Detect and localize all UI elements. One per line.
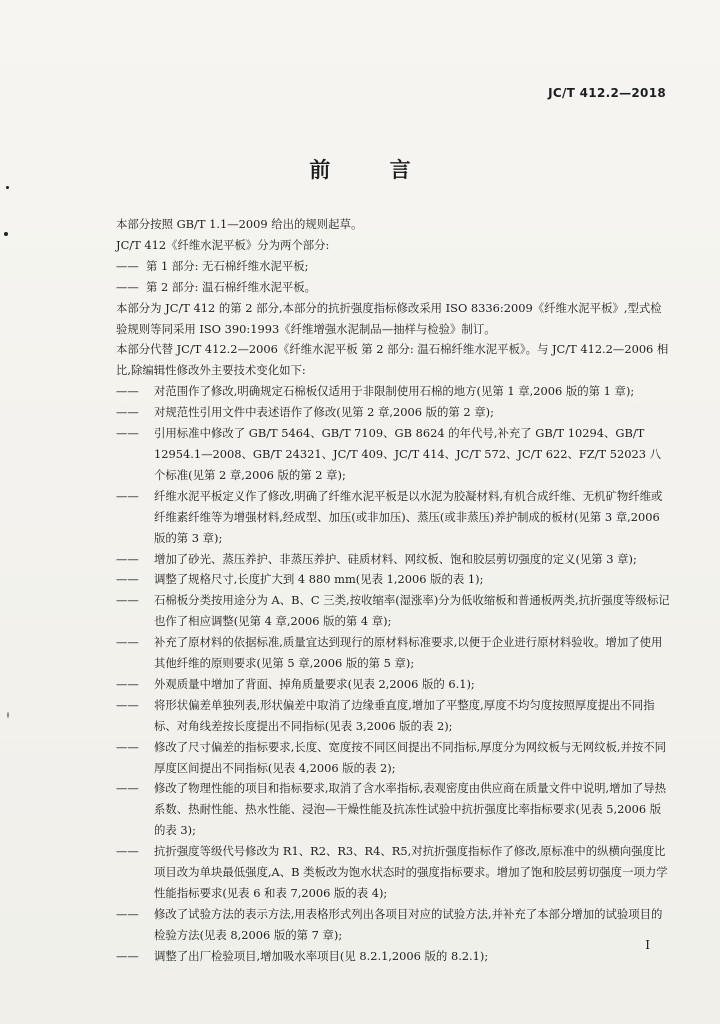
change-list-item <box>116 674 672 695</box>
replace-paragraph: 本部分代替 JC/T 412.2—2006《纤维水泥平板 第 2 部分: 温石棉纤维水泥平板》。与 JC/T 412.2—2006 相比,除编辑性修改外主要技术变化如下: <box>116 342 669 378</box>
scan-speck <box>6 186 9 189</box>
change-list-item <box>116 423 672 486</box>
change-text: 外观质量中增加了背面、掉角质量要求(见表 2,2006 版的 6.1); <box>154 676 475 691</box>
change-list-item <box>116 778 672 841</box>
change-list-item <box>116 486 672 549</box>
change-text: 对规范性引用文件中表述语作了修改(见第 2 章,2006 版的第 2 章); <box>154 405 494 420</box>
change-text: 修改了物理性能的项目和指标要求,取消了含水率指标,表观密度由供应商在质量文件中说明,增加了导热系数、热耐性能、热水性能、浸泡—干燥性能及抗冻性试验中抗折强度比率指标要求(见表 5,2006 版的表 3); <box>154 781 667 838</box>
change-text: 抗折强度等级代号修改为 R1、R2、R3、R4、R5,对抗折强度指标作了修改,原标准中的纵横向强度比项目改为单块最低强度,A、B 类板改为饱水状态时的强度指标要求。增加了饱和胶层剪切强度一项力学性能指标要求(见表 6 和表 7,2006 版的表 4); <box>154 844 668 900</box>
dash-marker: —— <box>116 676 139 691</box>
change-list-item <box>116 569 672 590</box>
dash-marker: —— <box>116 593 139 608</box>
dash-marker: —— <box>116 697 139 712</box>
dash-marker: —— <box>116 572 139 587</box>
change-text: 调整了出厂检验项目,增加吸水率项目(见 8.2.1,2006 版的 8.2.1); <box>154 948 489 963</box>
page-title: 前 言 <box>309 158 437 182</box>
page-number: I <box>645 938 650 952</box>
change-text: 增加了砂光、蒸压养护、非蒸压养护、硅质材料、网纹板、饱和胶层剪切强度的定义(见第 3 章); <box>154 551 637 566</box>
change-list-item <box>116 695 672 737</box>
standard-paragraph: 本部分为 JC/T 412 的第 2 部分,本部分的抗折强度指标修改采用 ISO 8336:2009《纤维水泥平板》,型式检验规则等同采用 ISO 390:1993《纤维增强水泥制品—抽样与检验》制订。 <box>116 300 662 336</box>
change-text: 修改了尺寸偏差的指标要求,长度、宽度按不同区间提出不同指标,厚度分为网纹板与无网纹板,并按不同厚度区间提出不同指标(见表 4,2006 版的表 2); <box>154 739 667 775</box>
change-list-item <box>116 904 672 946</box>
dash-marker: —— <box>116 844 139 859</box>
change-text: 引用标准中修改了 GB/T 5464、GB/T 7109、GB 8624 的年代号,补充了 GB/T 10294、GB/T 12954.1—2008、GB/T 24321、JC/T 409、JC/T 414、JC/T 572、JC/T 622、FZ/T 52023 八个标准(见第 2 章,2006 版的第 2 章); <box>154 426 662 482</box>
dash-marker: —— <box>116 405 139 420</box>
change-list-item <box>116 402 672 423</box>
change-text: 修改了试验方法的表示方法,用表格形式列出各项目对应的试验方法,并补充了本部分增加的试验项目的检验方法(见表 8,2006 版的第 7 章); <box>154 906 663 942</box>
change-list-item <box>116 549 672 570</box>
changes-list <box>116 381 672 966</box>
foreword-body <box>116 214 672 967</box>
part-list-item <box>116 256 672 277</box>
change-list-item <box>116 632 672 674</box>
change-text: 对范围作了修改,明确规定石棉板仅适用于非限制使用石棉的地方(见第 1 章,2006 版的第 1 章); <box>154 384 635 399</box>
change-text: 将形状偏差单独列表,形状偏差中取消了边缘垂直度,增加了平整度,厚度不均匀度按照厚度提出不同指标、对角线差按长度提出不同指标(见表 3,2006 版的表 2); <box>154 697 655 733</box>
change-text: 补充了原材料的依据标准,质量宜达到现行的原材料标准要求,以便于企业进行原材料验收。增加了使用其他纤维的原则要求(见第 5 章,2006 版的第 5 章); <box>154 635 663 671</box>
part-text: 第 1 部分: 无石棉纤维水泥平板; <box>146 258 309 273</box>
dash-marker: —— <box>116 739 139 754</box>
document-code: JC/T 412.2—2018 <box>548 86 666 100</box>
dash-marker: —— <box>116 426 139 441</box>
dash-marker: —— <box>116 906 139 921</box>
dash-marker: —— <box>116 279 139 294</box>
dash-marker: —— <box>116 384 139 399</box>
part-list-item <box>116 277 672 298</box>
scan-speck <box>4 232 8 236</box>
part-text: 第 2 部分: 温石棉纤维水泥平板。 <box>146 279 317 294</box>
intro-paragraph: JC/T 412《纤维水泥平板》分为两个部分: <box>116 237 330 252</box>
dash-marker: —— <box>116 635 139 650</box>
change-list-item <box>116 737 672 779</box>
change-text: 调整了规格尺寸,长度扩大到 4 880 mm(见表 1,2006 版的表 1); <box>154 572 484 587</box>
change-list-item <box>116 590 672 632</box>
intro-paragraph: 本部分按照 GB/T 1.1—2009 给出的规则起草。 <box>116 217 363 231</box>
change-text: 纤维水泥平板定义作了修改,明确了纤维水泥平板是以水泥为胶凝材料,有机合成纤维、无机矿物纤维或纤维素纤维等为增强材料,经成型、加压(或非加压)、蒸压(或非蒸压)养护制成的板材(见第 3 章,2006 版的第 3 章); <box>154 488 663 545</box>
scan-speck <box>7 712 9 718</box>
dash-marker: —— <box>116 781 139 796</box>
dash-marker: —— <box>116 551 139 566</box>
change-list-item <box>116 946 672 967</box>
dash-marker: —— <box>116 258 139 273</box>
change-list-item <box>116 381 672 402</box>
change-text: 石棉板分类按用途分为 A、B、C 三类,按收缩率(湿涨率)分为低收缩板和普通板两类,抗折强度等级标记也作了相应调整(见第 4 章,2006 版的第 4 章); <box>154 593 670 629</box>
dash-marker: —— <box>116 948 139 963</box>
change-list-item <box>116 841 672 904</box>
dash-marker: —— <box>116 488 139 503</box>
